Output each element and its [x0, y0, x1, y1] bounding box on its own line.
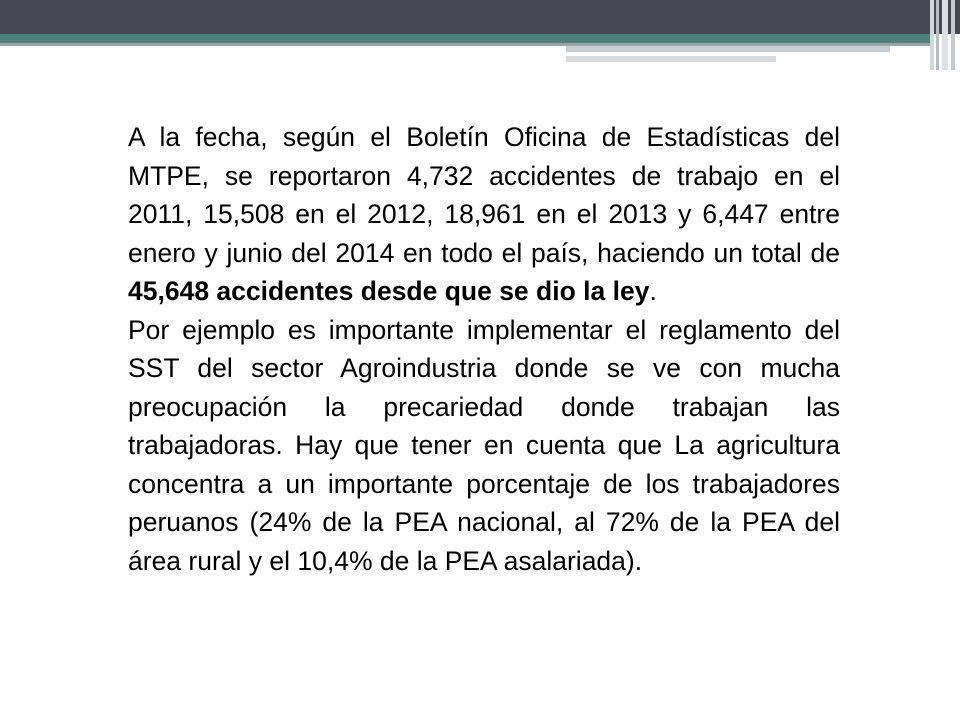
header-decor-line: [566, 46, 890, 52]
paragraph-statistics: [128, 118, 840, 311]
corner-decor-bar: [942, 0, 948, 70]
paragraph-statistics-text: A la fecha, según el Boletín Oficina de Estadísticas del MTPE, se reportaron 4,732 accidentes de trabajo en el 2011, 15,508 en el 2012, 18,961 en el 2013 y 6,447 entre enero y junio del 2014 en todo el país, haciendo un total de: [128, 122, 840, 268]
paragraph-agroindustry: Por ejemplo es importante implementar el reglamento del SST del sector Agroindustria donde se ve con mucha preocupación la precariedad donde trabajan las trabajadoras. Hay que tener en cuenta que La agricultura concentra a un importante porcentaje de los trabajadores peruanos (24% de la PEA nacional, al 72% de la PEA del área rural y el 10,4% de la PEA asalariada).: [128, 314, 840, 576]
slide-body-text: [128, 118, 840, 580]
header-decor-line-short: [566, 56, 776, 62]
paragraph-statistics-highlight: 45,648 accidentes desde que se dio la ley: [128, 276, 650, 306]
paragraph-statistics-end: .: [649, 276, 657, 306]
corner-decor-bar: [936, 0, 939, 70]
corner-decor-bar: [951, 0, 955, 70]
corner-decor-bar: [930, 0, 934, 70]
header-accent-line: [0, 34, 930, 43]
header-band: [0, 0, 960, 34]
